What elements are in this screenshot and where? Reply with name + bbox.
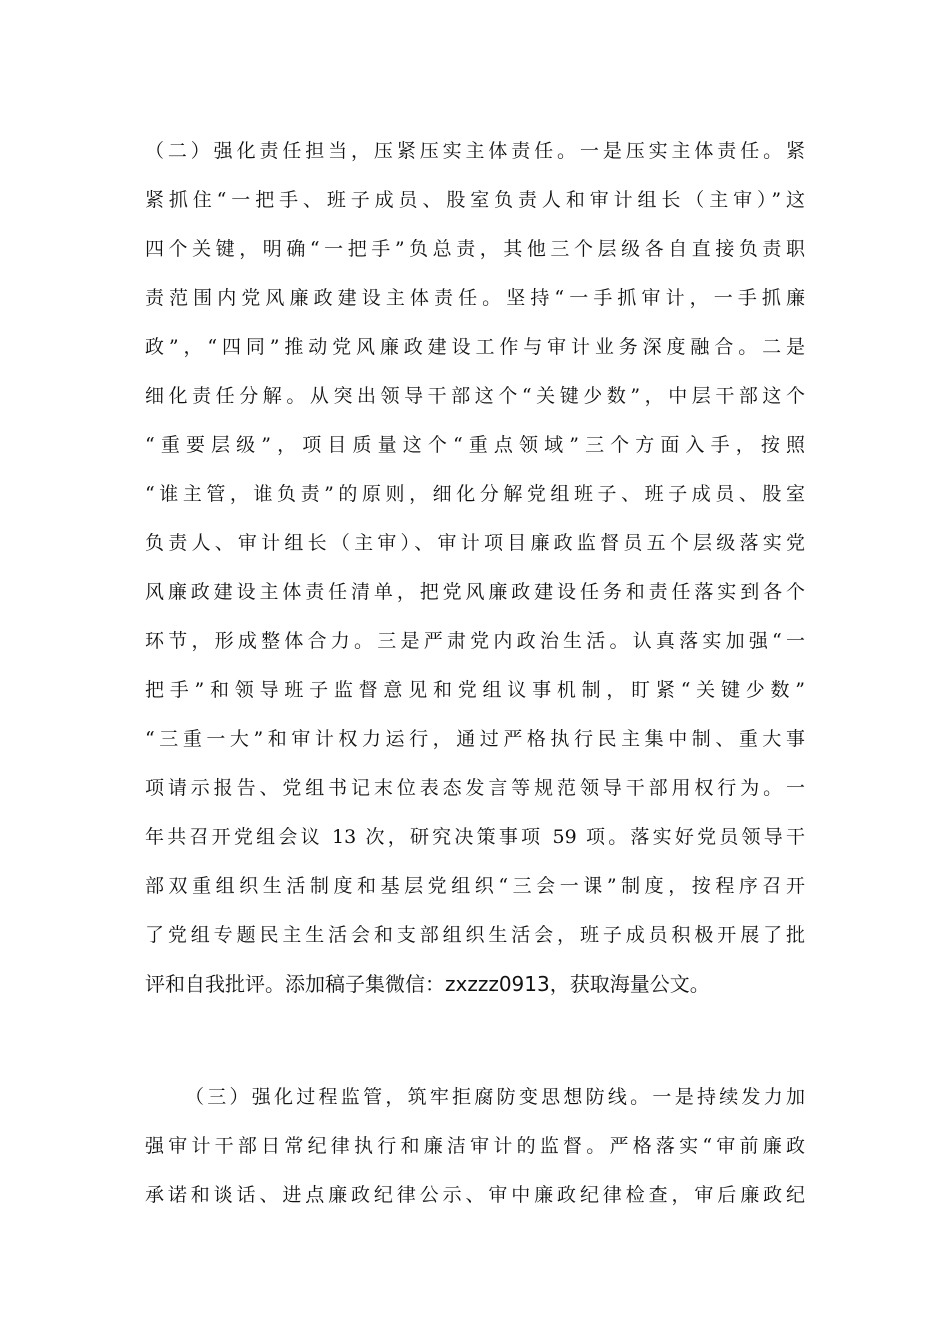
- text-line: 承诺和谈话、进点廉政纪律公示、审中廉政纪律检查，审后廉政纪: [145, 1184, 805, 1206]
- text-line: “重要层级”，项目质量这个“重点领域”三个方面入手，按照: [145, 434, 805, 456]
- text-line: 环节，形成整体合力。三是严肃党内政治生活。认真落实加强“一: [145, 630, 805, 652]
- text-line: “谁主管，谁负责”的原则，细化分解党组班子、班子成员、股室: [145, 483, 805, 505]
- text-line: 负责人、审计组长（主审）、审计项目廉政监督员五个层级落实党: [145, 532, 805, 554]
- text-line: 四个关键，明确“一把手”负总责，其他三个层级各自直接负责职: [145, 238, 805, 260]
- text-line: 项请示报告、党组书记末位表态发言等规范领导干部用权行为。一: [145, 777, 805, 799]
- text-line-last: 评和自我批评。添加稿子集微信：zxzzz0913，获取海量公文。: [145, 972, 710, 996]
- text-line: “三重一大”和审计权力运行，通过严格执行民主集中制、重大事: [145, 728, 805, 750]
- text-line: 把手”和领导班子监督意见和党组议事机制，盯紧“关键少数”: [145, 679, 805, 701]
- text-line: 了党组专题民主生活会和支部组织生活会，班子成员积极开展了批: [145, 924, 805, 946]
- text-line: 政”，“四同”推动党风廉政建设工作与审计业务深度融合。二是: [145, 336, 805, 358]
- text-line: （二）强化责任担当，压紧压实主体责任。一是压实主体责任。紧: [145, 140, 805, 162]
- text-line: 强审计干部日常纪律执行和廉洁审计的监督。严格落实“审前廉政: [145, 1135, 805, 1157]
- text-line: 紧抓住“一把手、班子成员、股室负责人和审计组长（主审）”这: [145, 189, 805, 211]
- text-line: 细化责任分解。从突出领导干部这个“关键少数”，中层干部这个: [145, 385, 805, 407]
- text-line: 部双重组织生活制度和基层党组织“三会一课”制度，按程序召开: [145, 875, 805, 897]
- text-line: 责范围内党风廉政建设主体责任。坚持“一手抓审计，一手抓廉: [145, 287, 805, 309]
- text-line: （三）强化过程监管，筑牢拒腐防变思想防线。一是持续发力加: [185, 1086, 805, 1108]
- text-line: 年共召开党组会议 13 次，研究决策事项 59 项。落实好党员领导干: [145, 826, 805, 848]
- text-line: 风廉政建设主体责任清单，把党风廉政建设任务和责任落实到各个: [145, 581, 805, 603]
